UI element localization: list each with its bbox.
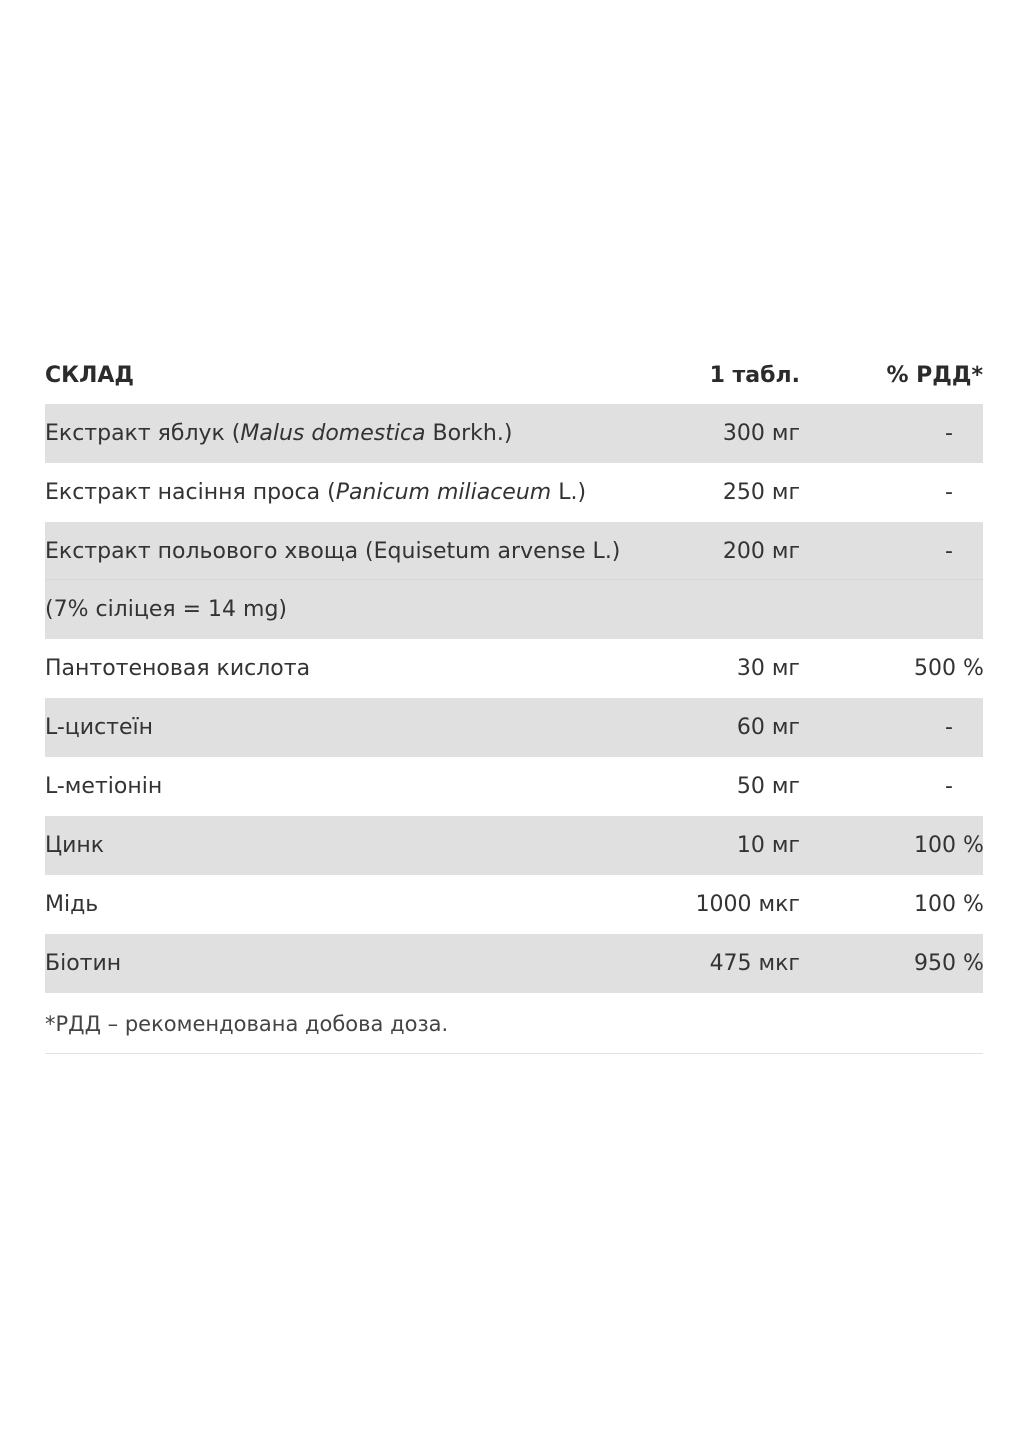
ingredient-rda: - [945, 539, 953, 564]
ingredient-name-part: Екстракт яблук ( [45, 421, 241, 446]
ingredient-dose: 50 мг [736, 774, 800, 799]
header-dose: 1 табл. [709, 363, 800, 388]
table-row [45, 463, 983, 522]
ingredient-name-part: Borkh.) [425, 421, 513, 446]
table-row [45, 639, 983, 698]
table-row [45, 934, 983, 993]
ingredient-dose: 1000 мкг [695, 892, 800, 917]
ingredient-dose: 60 мг [736, 715, 800, 740]
header-rda: % РДД* [886, 363, 983, 388]
ingredient-dose: 200 мг [722, 539, 800, 564]
ingredient-rda: - [945, 715, 953, 740]
ingredient-dose: 250 мг [722, 480, 800, 505]
ingredient-name: Пантотеновая кислота [45, 656, 311, 681]
ingredient-rda: 100 % [914, 833, 984, 858]
ingredient-name: L-метіонін [45, 774, 163, 799]
ingredient-rda: - [945, 480, 953, 505]
ingredient-dose: 10 мг [736, 833, 800, 858]
table-row [45, 698, 983, 757]
ingredient-name-part: L.) [551, 480, 587, 505]
ingredient-dose: 30 мг [736, 656, 800, 681]
header-composition: СКЛАД [45, 363, 135, 388]
ingredient-name: Екстракт польового хвоща (Equisetum arvense L.) [45, 539, 621, 564]
ingredient-name: L-цистеїн [45, 715, 154, 740]
ingredient-name: Цинк [45, 833, 105, 858]
table-row [45, 522, 983, 639]
ingredient-name [45, 404, 512, 463]
ingredient-name: Біотин [45, 951, 122, 976]
ingredient-rda: 500 % [914, 656, 984, 681]
table-row [45, 757, 983, 816]
ingredient-rda: 950 % [914, 951, 984, 976]
table-row [45, 816, 983, 875]
table-header [45, 346, 983, 404]
ingredient-rda: - [945, 421, 953, 446]
ingredient-note: (7% сіліцея = 14 mg) [45, 597, 287, 622]
ingredient-rda: - [945, 774, 953, 799]
ingredient-rda: 100 % [914, 892, 984, 917]
composition-table [45, 346, 983, 993]
ingredient-name-part: Екстракт насіння проса ( [45, 480, 336, 505]
ingredient-latin-name: Malus domestica [240, 421, 426, 446]
table-row [45, 404, 983, 463]
ingredient-name: Мідь [45, 892, 99, 917]
rda-footnote: *РДД – рекомендована добова доза. [45, 996, 983, 1054]
ingredient-name [45, 463, 586, 522]
ingredient-dose: 300 мг [722, 421, 800, 446]
ingredient-dose: 475 мкг [709, 951, 800, 976]
table-row [45, 875, 983, 934]
ingredient-latin-name: Panicum miliaceum [335, 480, 552, 505]
